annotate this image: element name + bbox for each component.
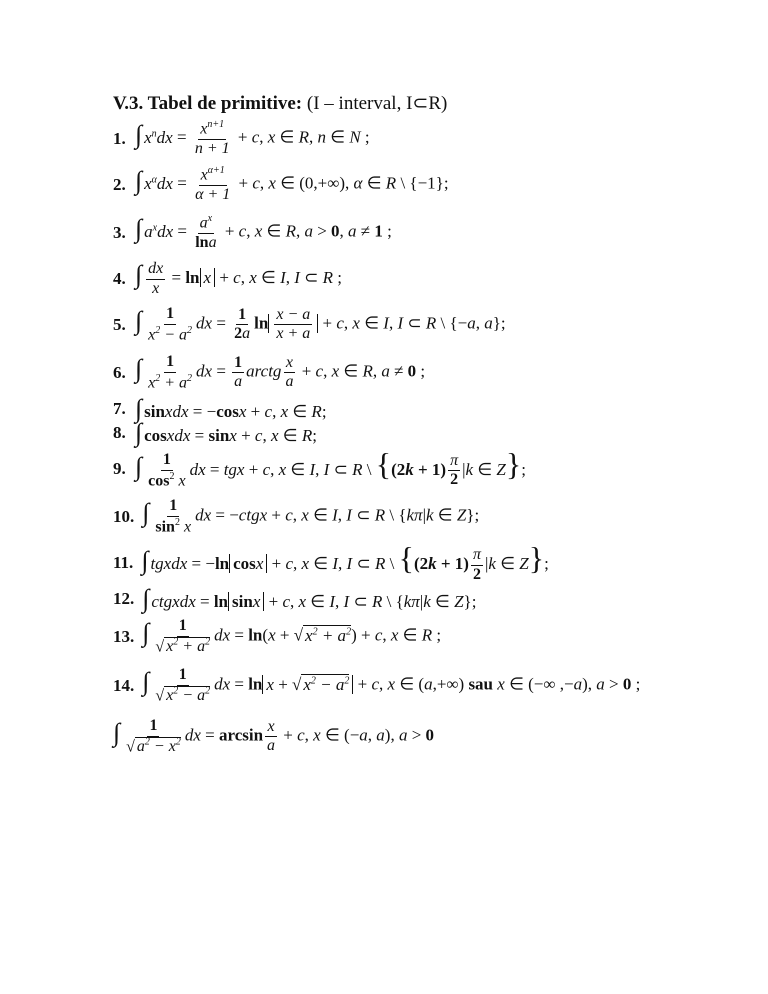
formula-body: ∫ $\frac{1}{x^2 - a^2}$ dx = $\frac{1}{2a}$ ln $\frac{x - a}{x + a}$ + c, x ∈ I, I ⊂ R \ {−a, a}; (135, 305, 506, 344)
formula-number: 1. (113, 129, 126, 148)
formula-body: ∫ ctgxdx = ln sinx + c, x ∈ I, I ⊂ R \ {kπ|k ∈ Z}; (142, 584, 477, 613)
formula-row (113, 492, 479, 542)
formula-row (113, 661, 640, 711)
formula-number: 14. (113, 676, 135, 695)
formula-number: 13. (113, 627, 135, 646)
formula-body: ∫ $\frac{1}{√ a^2 - x^2}$ dx = arcsin $\frac{x}{a}$ + c, x ∈ (−a, a), a > 0 (113, 717, 435, 756)
formula-row (113, 612, 441, 662)
formula-row (113, 712, 434, 762)
formula-number: 12. (113, 589, 135, 608)
formula-body: ∫ $\frac{1}{\sin^2 x}$ dx = −ctgx + c, x ∈ I, I ⊂ R \ {kπ|k ∈ Z}; (142, 497, 480, 536)
formula-number: 6. (113, 363, 126, 382)
formula-number: 7. (113, 399, 126, 418)
section-heading (113, 92, 447, 115)
formula-number: 8. (113, 423, 126, 442)
formula-body: ∫ $\frac{1}{x^2 + a^2}$ dx = $\frac{1}{a}$ arctg $\frac{x}{a}$ + c, x ∈ R, a ≠ 0 ; (135, 353, 426, 392)
formula-number: 9. (113, 459, 126, 478)
formula-body: ∫ cosxdx = sinx + c, x ∈ R; (135, 418, 317, 447)
formula-body: ∫ $\frac{dx}{x}$ = ln x + c, x ∈ I, I ⊂ R ; (135, 259, 343, 297)
formula-row (113, 114, 370, 164)
formula-body: ∫ tgxdx = −ln cosx + c, x ∈ I, I ⊂ R \ {(2k + 1) $\frac{\pi}{2}$ |k ∈ Z}; (141, 540, 549, 583)
formula-body: ∫ $a^xdx$ = $\frac{a^x}{\ln a}$ + c, x ∈ R, a > 0, a ≠ 1 ; (135, 213, 392, 252)
formula-number: 5. (113, 315, 126, 334)
formula-body: ∫ $\frac{1}{√ x^2 - a^2}$ dx = ln x + √ $x^2 - a^2 + c$, x ∈ (a,+∞) sau x ∈ (−∞ ,−a), a > 0 ; (142, 666, 641, 705)
formula-number: 3. (113, 223, 126, 242)
heading-note: (I – interval, I⊂R) (306, 93, 448, 114)
formula-body: ∫ $\frac{1}{√ x^2 + a^2}$ dx = ln(x + √ $x^2 + a^2) + c$, x ∈ R ; (142, 617, 442, 656)
formula-row (113, 444, 526, 494)
formula-row (113, 160, 449, 210)
formula-body: ∫ $x^\alpha dx$ = $\frac{x^{\alpha+1}}{\alpha + 1}$ + c, x ∈ (0,+∞), α ∈ R \ {−1}; (135, 165, 449, 204)
formula-row (113, 300, 506, 350)
formula-body: ∫ $\frac{1}{\cos^2 x}$ dx = tgx + c, x ∈ I, I ⊂ R \ {(2k + 1) $\frac{\pi}{2}$ |k ∈ Z}; (135, 445, 526, 489)
formula-number: 4. (113, 269, 126, 288)
formula-number: 2. (113, 175, 126, 194)
formula-number: 11. (113, 553, 134, 572)
formula-body: ∫ $x^ndx$ = $\frac{x^{n+1}}{n + 1}$ + c, x ∈ R, n ∈ N ; (135, 119, 370, 158)
formula-row (113, 208, 392, 258)
formula-row (113, 254, 342, 304)
formula-body: ∫ sinxdx = −cosx + c, x ∈ R; (135, 394, 327, 423)
formula-number: 10. (113, 507, 135, 526)
heading-title: V.3. Tabel de primitive: (113, 93, 303, 114)
